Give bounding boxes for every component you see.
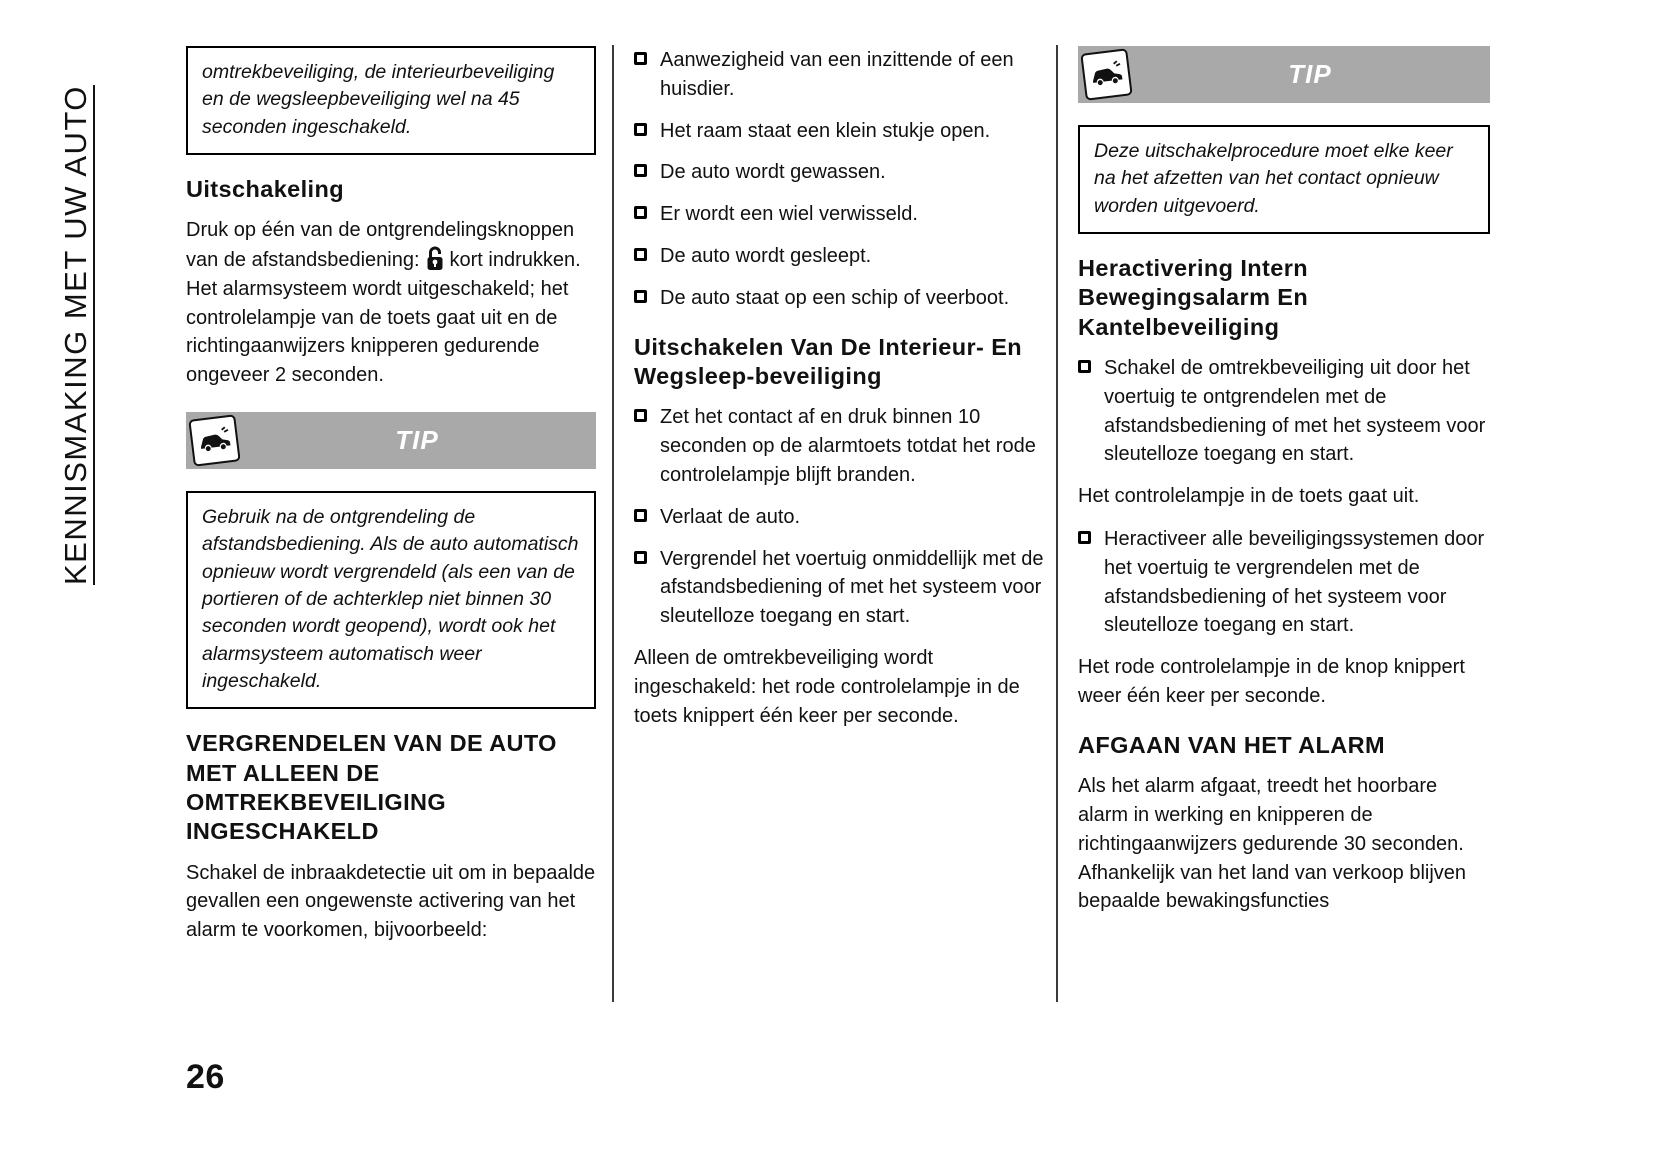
- car-alarm-icon: [1080, 48, 1132, 100]
- note-box-continuation: omtrekbeveiliging, de interieurbeveiliging en de wegsleepbeveiliging wel na 45 seconden ingeschakeld.: [186, 46, 596, 155]
- list-item-text: Vergrendel het voertuig onmiddellijk met de afstandsbediening of met het systeem voor sleutelloze toegang en start.: [660, 547, 1044, 628]
- list-item-text: Aanwezigheid van een inzittende of een huisdier.: [660, 49, 1014, 100]
- list-item-text: Schakel de omtrekbeveiliging uit door het voertuig te ontgrendelen met de afstandsbediening of met het systeem voor sleutelloze toegang en start.: [1104, 357, 1486, 466]
- list-item-text: Het raam staat een klein stukje open.: [660, 119, 991, 142]
- note-box-tip: Gebruik na de ontgrendeling de afstandsbediening. Als de auto automatisch opnieuw wordt vergrendeld (als een van de portieren of de achterklep niet binnen 30 seconden wordt geopend), wordt ook het alarmsysteem automatisch weer ingeschakeld.: [186, 491, 596, 709]
- square-bullet-icon: [634, 123, 647, 136]
- tip-banner-label: TIP: [1288, 59, 1332, 89]
- paragraph-alarm-1: Als het alarm afgaat, treedt het hoorbare alarm in werking en knipperen de richtingaanwijzers gedurende 30 seconden.: [1078, 775, 1464, 855]
- list-item-text: De auto wordt gewassen.: [660, 161, 886, 184]
- list-item: [1078, 525, 1490, 640]
- paragraph-uitschakeling: [186, 216, 596, 390]
- column-divider: [1056, 45, 1058, 1002]
- heading-vergrendelen: VERGRENDELEN VAN DE AUTO MET ALLEEN DE OMTREKBEVEILIGING INGESCHAKELD: [186, 730, 557, 845]
- list-item: [634, 200, 1046, 229]
- square-bullet-icon: [634, 409, 647, 422]
- list-item-text: Verlaat de auto.: [660, 505, 801, 528]
- column-divider: [612, 45, 614, 1002]
- list-item: [634, 284, 1046, 313]
- list-item-text: Er wordt een wiel verwisseld.: [660, 203, 918, 226]
- chapter-title-vertical: KENNISMAKING MET UW AUTO: [58, 85, 93, 585]
- square-bullet-icon: [634, 290, 647, 303]
- paragraph-lampje-knippert: Het rode controlelampje in de knop knippert weer één keer per seconde.: [1078, 656, 1465, 707]
- car-alarm-icon: [188, 414, 240, 466]
- square-bullet-icon: [1078, 360, 1091, 373]
- heading-afgaan-alarm: AFGAAN VAN HET ALARM: [1078, 731, 1385, 758]
- square-bullet-icon: [634, 551, 647, 564]
- tip-banner: [186, 412, 596, 469]
- heading-uitschakeling: Uitschakeling: [186, 175, 344, 202]
- column-left: [186, 46, 596, 959]
- list-item: [634, 117, 1046, 146]
- paragraph-omtrekbeveiliging: Alleen de omtrekbeveiliging wordt ingeschakeld: het rode controlelampje in de toets knippert één keer per seconde.: [634, 646, 1020, 727]
- square-bullet-icon: [634, 52, 647, 65]
- page-number: 26: [186, 1058, 225, 1096]
- heading-uitschakelen-interieur: Uitschakelen Van De Interieur- En Wegsleep-beveiliging: [634, 333, 1023, 389]
- list-item-text: Heractiveer alle beveiligingssystemen door het voertuig te vergrendelen met de afstandsbediening of het systeem voor sleutelloze toegang en start.: [1104, 528, 1485, 637]
- square-bullet-icon: [1078, 531, 1091, 544]
- square-bullet-icon: [634, 206, 647, 219]
- list-item: [634, 242, 1046, 271]
- paragraph-lampje-uit: Het controlelampje in de toets gaat uit.: [1078, 485, 1420, 508]
- note-box-uitschakelprocedure: Deze uitschakelprocedure moet elke keer na het afzetten van het contact opnieuw worden uitgevoerd.: [1078, 125, 1490, 234]
- tip-banner: [1078, 46, 1490, 103]
- bullet-list-heractivering-2: [1078, 525, 1490, 640]
- list-item: [1078, 354, 1490, 469]
- bullet-list-procedure: [634, 403, 1046, 631]
- column-middle: [634, 46, 1046, 744]
- paragraph-alarm-2: Afhankelijk van het land van verkoop blijven bepaalde bewakingsfuncties: [1078, 861, 1467, 913]
- paragraph-unlock-text-after: kort indrukken. Het alarmsysteem wordt uitgeschakeld; het controlelampje van de toets gaat uit en de richtingaanwijzers knipperen gedurende ongeveer 2 seconden.: [186, 249, 581, 387]
- tip-banner-label: TIP: [395, 425, 439, 456]
- list-item-text: De auto wordt gesleept.: [660, 244, 872, 267]
- heading-heractivering: Heractivering Intern Bewegingsalarm En Kantelbeveiliging: [1078, 254, 1309, 340]
- column-right: [1078, 46, 1490, 916]
- unlock-remote-icon: [420, 249, 450, 271]
- paragraph-vergrendelen: Schakel de inbraakdetectie uit om in bepaalde gevallen een ongewenste activering van het alarm te voorkomen, bijvoorbeeld:: [186, 861, 596, 942]
- square-bullet-icon: [634, 248, 647, 261]
- list-item: [634, 403, 1046, 489]
- list-item-text: Zet het contact af en druk binnen 10 seconden op de alarmtoets totdat het rode controlelampje blijft branden.: [660, 406, 1036, 486]
- list-item-text: De auto staat op een schip of veerboot.: [660, 286, 1010, 309]
- bullet-list-situaties: [634, 46, 1046, 313]
- list-item: [634, 158, 1046, 187]
- list-item: [634, 545, 1046, 631]
- list-item: [634, 503, 1046, 532]
- paragraph-unlock-text-before: Druk op één van de ontgrendelingsknoppen van de afstandsbediening:: [186, 219, 575, 272]
- square-bullet-icon: [634, 164, 647, 177]
- square-bullet-icon: [634, 509, 647, 522]
- bullet-list-heractivering-1: [1078, 354, 1490, 469]
- list-item: [634, 46, 1046, 104]
